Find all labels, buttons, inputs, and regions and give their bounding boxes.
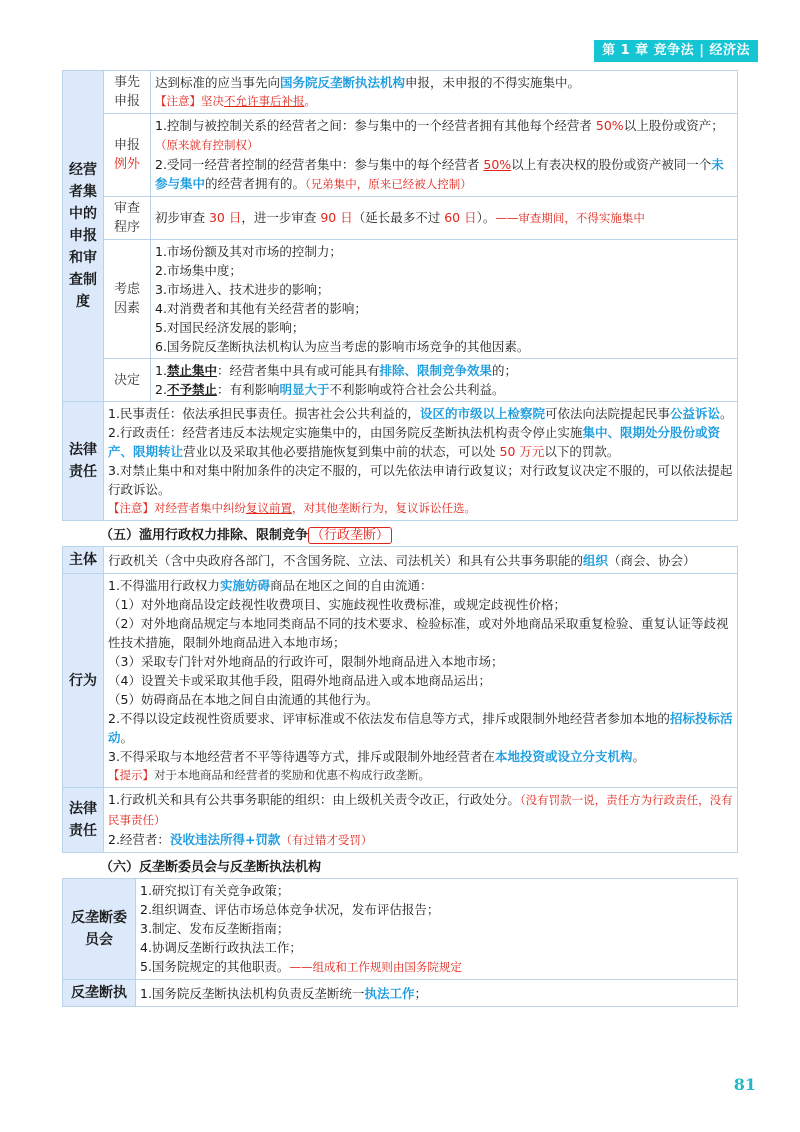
text: 商品在地区之间的自由流通： — [269, 578, 433, 593]
text: 不利影响或符合社会公共利益。 — [329, 382, 505, 397]
highlight: 执法工作 — [364, 985, 415, 1001]
list-item: 2.组织调查、评估市场总体竞争状况，发布评估报告； — [140, 902, 440, 917]
text: 3.对禁止集中和对集中附加条件的决定不服的，可以先依法申请行政复议；对行政复议决定不服的，可以依法提起行政诉讼。 — [108, 463, 733, 497]
list-item: 4.对消费者和其他有关经营者的影响； — [155, 301, 367, 316]
admin-monopoly-table — [62, 546, 738, 853]
text: 营业以及采取其他必要措施恢复到集中前的状态，可以处 — [183, 444, 500, 459]
text: 2. — [155, 382, 167, 397]
list-item: （1）对外地商品设定歧视性收费项目、实施歧视性收费标准，或规定歧视性价格； — [108, 597, 566, 612]
text: ：有利影响 — [216, 382, 280, 397]
list-item: （3）采取专门针对外地商品的行政许可，限制外地商品进入本地市场； — [108, 654, 504, 669]
text: 的经营者拥有的。 — [205, 176, 306, 191]
row-content — [104, 402, 738, 521]
label-text: 申报 — [113, 138, 140, 153]
text: 1.国务院反垄断执法机构负责反垄断统一 — [140, 985, 365, 1001]
highlight: 60 日 — [444, 210, 477, 225]
note-text: ——组成和工作规则由国务院规定 — [289, 960, 462, 974]
text: 以下的罚款。 — [544, 444, 620, 459]
text: 3.不得采取与本地经营者不平等待遇等方式，排斥或限制外地经营者在 — [108, 749, 495, 764]
highlight: 设区的市级以上检察院 — [419, 406, 545, 421]
antitrust-bodies-table — [62, 878, 738, 1007]
heading-tag: （行政垄断） — [308, 527, 392, 544]
text: 初步审查 — [155, 210, 209, 225]
row-content — [151, 71, 738, 114]
note-text: ——审查期间，不得实施集中 — [495, 211, 645, 225]
text: 申报，未申报的不得实施集中。 — [405, 75, 581, 90]
list-item: 2.市场集中度； — [155, 263, 242, 278]
text: 以上股份或资产； — [623, 118, 724, 133]
highlight: 禁止集中 — [166, 363, 217, 378]
row-label — [104, 114, 151, 197]
text: （商会、协会） — [608, 552, 696, 568]
note-tag: 【注意】 — [108, 501, 154, 515]
highlight: 不予禁止 — [166, 382, 217, 397]
note-text: 复议前置 — [246, 501, 292, 515]
note-text: 对经营者集中纠纷 — [154, 501, 246, 515]
row-content — [151, 240, 738, 359]
text: 。 — [719, 406, 733, 421]
text: 1.民事责任：依法承担民事责任。损害社会公共利益的， — [108, 406, 420, 421]
highlight: 30 日 — [208, 210, 242, 225]
list-item: 4.协调反垄断行政执法工作； — [140, 940, 302, 955]
highlight: 90 日 — [320, 210, 353, 225]
note-text: （没有罚款一说，责任方为行政责任，没有民事责任） — [108, 793, 733, 827]
list-item: （5）妨碍商品在本地之间自由流通的其他行为。 — [108, 692, 379, 707]
text: ，进一步审查 — [241, 210, 321, 225]
chapter-tag: 第 1 章 竞争法 | 经济法 — [594, 40, 758, 62]
highlight: 50% — [595, 118, 624, 133]
text: 。 — [632, 749, 645, 764]
highlight: 公益诉讼 — [669, 406, 720, 421]
text: 2.行政责任：经营者违反本法规定实施集中的，由国务院反垄断执法机构责令停止实施 — [108, 425, 583, 440]
highlight: 排除、限制竞争效果 — [379, 363, 492, 378]
highlight: 没收违法所得+罚款 — [169, 832, 281, 847]
list-item: 6.国务院反垄断执法机构认为应当考虑的影响市场竞争的其他因素。 — [155, 339, 530, 354]
highlight: 本地投资或设立分支机构 — [494, 749, 633, 764]
row-content — [104, 788, 738, 853]
highlight: 50% — [483, 157, 512, 172]
text: 。 — [120, 730, 134, 745]
highlight: 组织 — [583, 552, 609, 568]
main-content — [62, 70, 738, 1007]
section-heading — [62, 853, 738, 878]
row-label: 事先申报 — [104, 71, 151, 114]
heading-text: （五）滥用行政权力排除、限制竞争 — [100, 528, 309, 543]
highlight: 国务院反垄断执法机构 — [280, 75, 406, 90]
category-cell: 反垄断委员会 — [63, 879, 136, 980]
row-label: 考虑因素 — [104, 240, 151, 359]
note-text: ，对其他垄断行为，复议诉讼任选。 — [292, 501, 476, 515]
section-heading — [62, 521, 738, 546]
note-text: 坚决 — [201, 94, 224, 108]
text: 1.控制与被控制关系的经营者之间：参与集中的一个经营者拥有其他每个经营者 — [155, 118, 596, 133]
row-content — [104, 574, 738, 788]
text: 行政机关（含中央政府各部门，不含国务院、立法、司法机关）和具有公共事务职能的 — [108, 552, 584, 568]
list-item: （2）对外地商品规定与本地同类商品不同的技术要求、检验标准，或对外地商品采取重复检验、重复认证等歧视性技术措施，限制外地商品进入本地市场； — [108, 616, 729, 650]
list-item: 1.研究拟订有关竞争政策； — [140, 883, 290, 898]
note-text: 对于本地商品和经营者的奖励和优惠不构成行政垄断。 — [154, 768, 430, 782]
note-text: 不允许事后补报 — [224, 94, 305, 108]
highlight: 招标投标活动 — [108, 711, 733, 745]
text: （延长最多不过 — [352, 210, 445, 225]
heading-text: （六）反垄断委员会与反垄断执法机构 — [100, 860, 322, 875]
highlight: 未参与集中 — [155, 157, 724, 191]
list-item: 5.国务院规定的其他职责。 — [140, 959, 290, 974]
category-cell: 主体 — [63, 547, 104, 574]
note-text: （原来就有控制权） — [155, 138, 259, 152]
text: 1.行政机关和具有公共事务职能的组织：由上级机关责令改正，行政处分。 — [108, 792, 520, 807]
row-label: 审查程序 — [104, 197, 151, 240]
note-text: （兄弟集中，原来已经被人控制） — [305, 177, 472, 191]
row-content — [151, 359, 738, 402]
highlight: 集中、限期处分股份或资产、限期转让 — [108, 425, 720, 459]
category-cell: 法律责任 — [63, 788, 104, 853]
concentration-table — [62, 70, 738, 402]
note-tag: 【注意】 — [155, 94, 201, 108]
list-item: 5.对国民经济发展的影响； — [155, 320, 305, 335]
text: 1.不得滥用行政权力 — [108, 578, 220, 593]
note-text: （有过错才受罚） — [280, 833, 373, 847]
list-item: （4）设置关卡或采取其他手段，阻碍外地商品进入或本地商品运出； — [108, 673, 491, 688]
category-cell: 行为 — [63, 574, 104, 788]
category-cell: 经营者集中的申报和审查制度 — [63, 71, 104, 402]
list-item: 3.制定、发布反垄断指南； — [140, 921, 290, 936]
list-item: 1.市场份额及其对市场的控制力； — [155, 244, 342, 259]
text: 2.受同一经营者控制的经营者集中：参与集中的每个经营者 — [155, 157, 484, 172]
text: 可依法向法院提起民事 — [544, 406, 670, 421]
text: ； — [414, 985, 427, 1001]
note-text: 。 — [304, 94, 316, 108]
row-content — [151, 114, 738, 197]
row-content — [151, 197, 738, 240]
text: 达到标准的应当事先向 — [155, 75, 281, 90]
highlight: 实施妨碍 — [219, 578, 270, 593]
category-cell: 反垄断执 — [63, 980, 136, 1007]
row-content — [104, 547, 738, 574]
text: 以上有表决权的股份或资产被同一个 — [511, 157, 712, 172]
list-item: 3.市场进入、技术进步的影响； — [155, 282, 330, 297]
highlight: 明显大于 — [279, 382, 330, 397]
category-cell: 法律责任 — [63, 402, 104, 521]
note-tag: 【提示】 — [108, 768, 154, 782]
label-text: 例外 — [113, 157, 140, 172]
text: 2.经营者： — [108, 832, 170, 847]
liability-table — [62, 401, 738, 521]
text: 1. — [155, 363, 167, 378]
text: ：经营者集中具有或可能具有 — [216, 363, 380, 378]
text: 2.不得以设定歧视性资质要求、评审标准或不依法发布信息等方式，排斥或限制外地经营者参加本地的 — [108, 711, 670, 726]
row-label: 决定 — [104, 359, 151, 402]
highlight: 50 万元 — [499, 444, 545, 459]
row-content — [136, 879, 738, 980]
page-number: 81 — [733, 1075, 756, 1094]
text: ）。 — [476, 210, 496, 225]
text: 的； — [491, 363, 517, 378]
row-content — [136, 980, 738, 1007]
